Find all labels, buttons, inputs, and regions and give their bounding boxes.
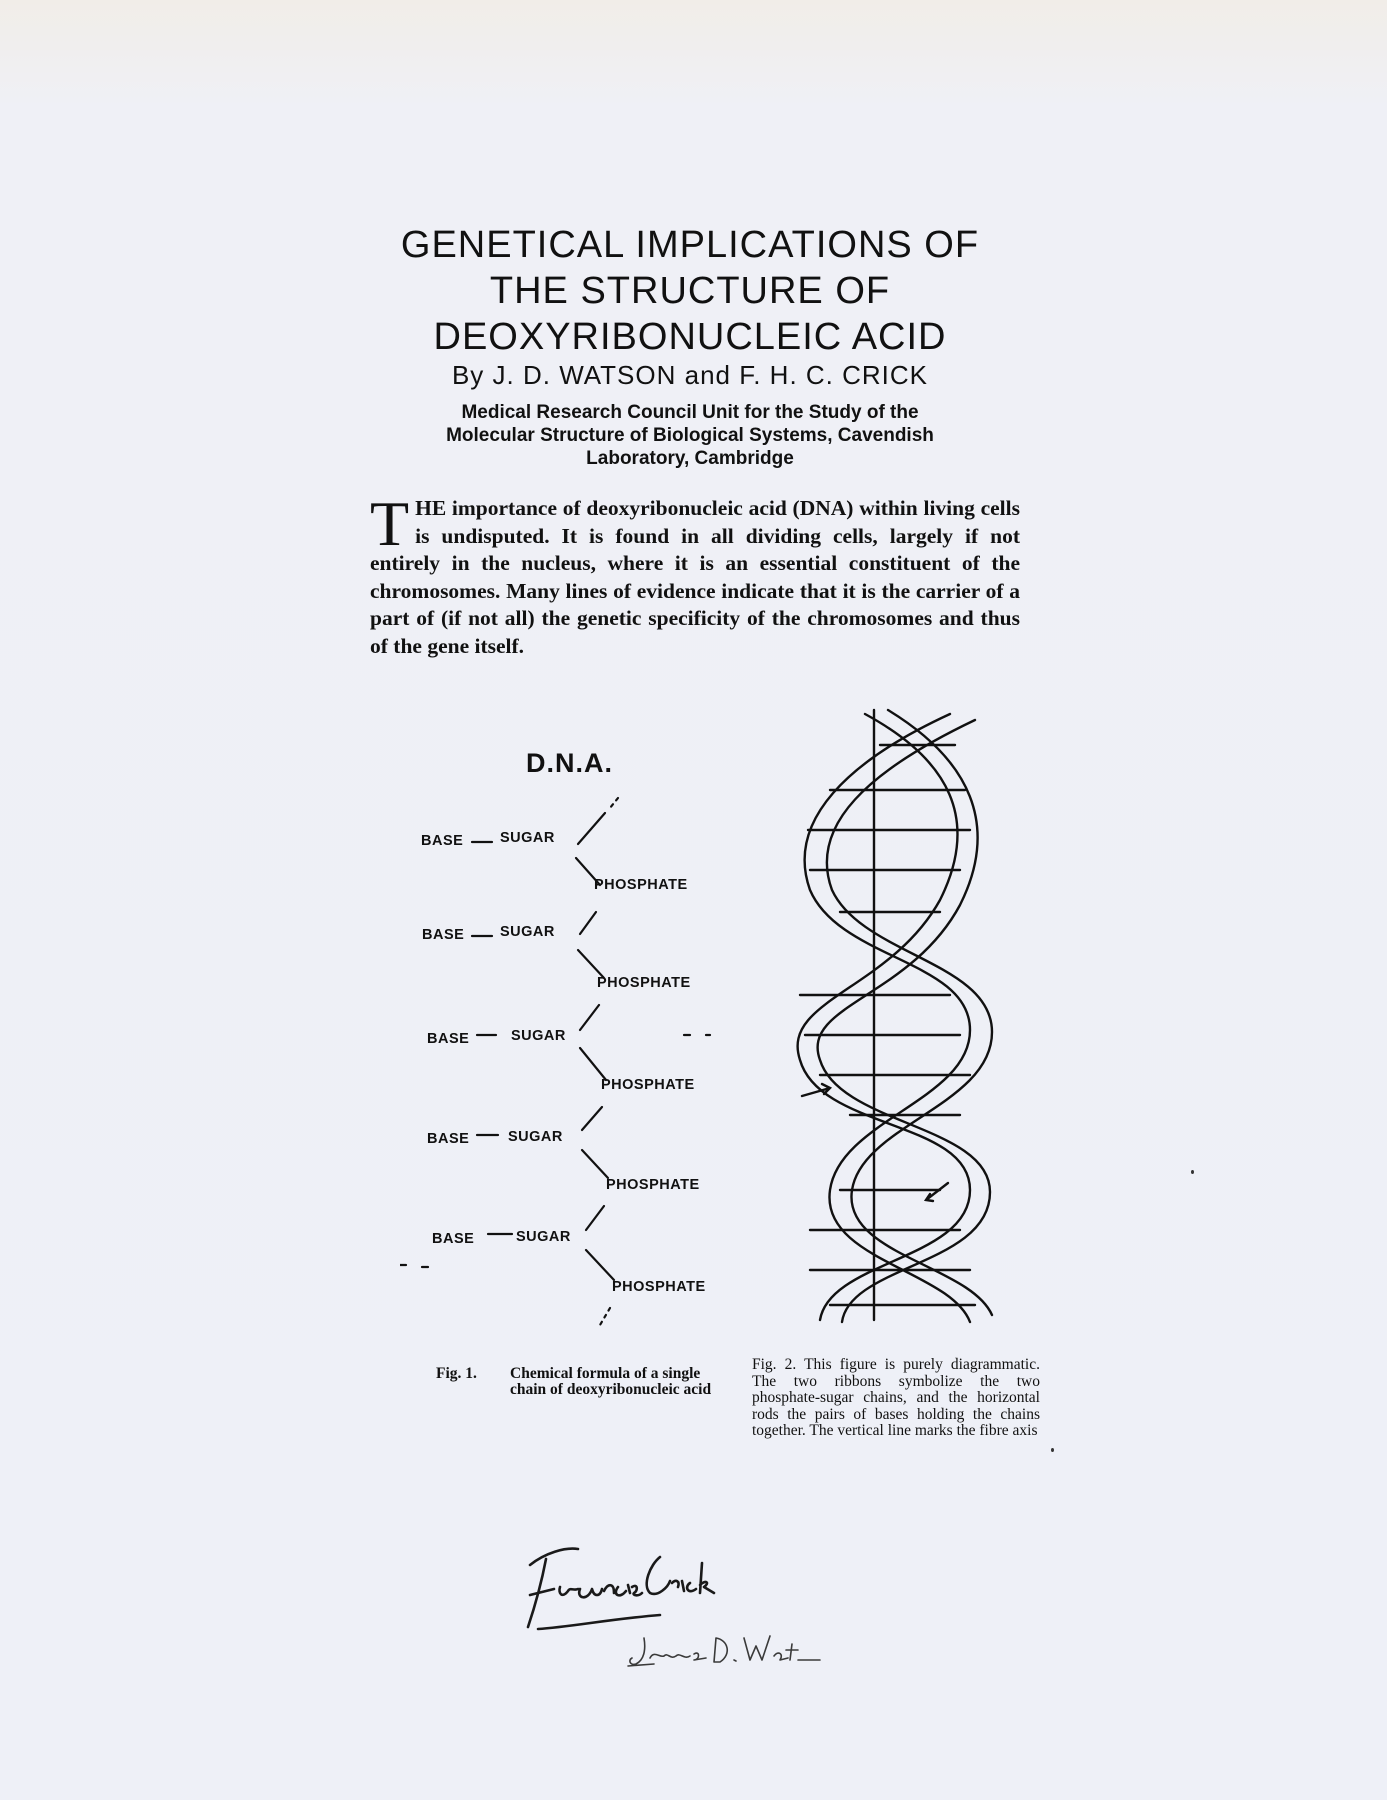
sugar-label: SUGAR <box>511 1028 566 1044</box>
base-label: BASE <box>432 1231 475 1247</box>
title-line: THE STRUCTURE OF <box>489 270 891 312</box>
paper-speck <box>1191 1170 1194 1174</box>
signature-james-watson <box>624 1630 824 1680</box>
intro-paragraph <box>370 488 1020 660</box>
paper-speck <box>1051 1448 1054 1452</box>
sugar-label: SUGAR <box>500 830 555 846</box>
affiliation-line: Laboratory, Cambridge <box>586 448 794 469</box>
drop-cap: T <box>370 488 410 559</box>
phosphate-label: PHOSPHATE <box>606 1177 700 1193</box>
base-label: BASE <box>427 1031 470 1047</box>
title-line: DEOXYRIBONUCLEIC ACID <box>433 316 947 358</box>
base-label: BASE <box>421 833 464 849</box>
affiliation-line: Medical Research Council Unit for the Study of the <box>461 402 919 423</box>
figure1-title: D.N.A. <box>526 748 613 778</box>
signature-francis-crick <box>510 1535 740 1635</box>
base-label: BASE <box>422 927 465 943</box>
sugar-label: SUGAR <box>500 924 555 940</box>
phosphate-label: PHOSPHATE <box>597 975 691 991</box>
phosphate-label: PHOSPHATE <box>594 877 688 893</box>
base-label: BASE <box>427 1131 470 1147</box>
byline: By J. D. WATSON and F. H. C. CRICK <box>451 360 929 390</box>
figure1-caption-label: Fig. 1. <box>436 1365 477 1382</box>
sugar-label: SUGAR <box>508 1129 563 1145</box>
title-line: GENETICAL IMPLICATIONS OF <box>400 224 980 266</box>
affiliation <box>380 401 1000 470</box>
double-helix-diagram <box>770 700 1030 1330</box>
figure1-caption-text: Chemical formula of a single chain of deoxyribonucleic acid <box>510 1365 712 1398</box>
figure2-caption: Fig. 2. This figure is purely diagrammatic. The two ribbons symbolize the two phosphate-sugar chains, and the horizontal rods the pairs of bases holding the chains together. The vertical line marks the fibre axis <box>752 1356 1040 1439</box>
phosphate-label: PHOSPHATE <box>601 1077 695 1093</box>
sugar-label: SUGAR <box>516 1229 571 1245</box>
phosphate-label: PHOSPHATE <box>612 1279 706 1295</box>
article-title <box>380 222 1000 360</box>
affiliation-line: Molecular Structure of Biological Systems, Cavendish <box>446 425 934 446</box>
intro-text: HE importance of deoxyribonucleic acid (DNA) within living cells is undisputed. It is found in all dividing cells, largely if not entirely in the nucleus, where it is an essential constituent of the chromosomes. Many lines of evidence indicate that it is the carrier of a part of (if not all) the genetic specificity of the chromosomes and thus of the gene itself. <box>370 496 1020 658</box>
figure1-caption <box>436 1366 720 1398</box>
chain-connectors <box>400 780 730 1340</box>
